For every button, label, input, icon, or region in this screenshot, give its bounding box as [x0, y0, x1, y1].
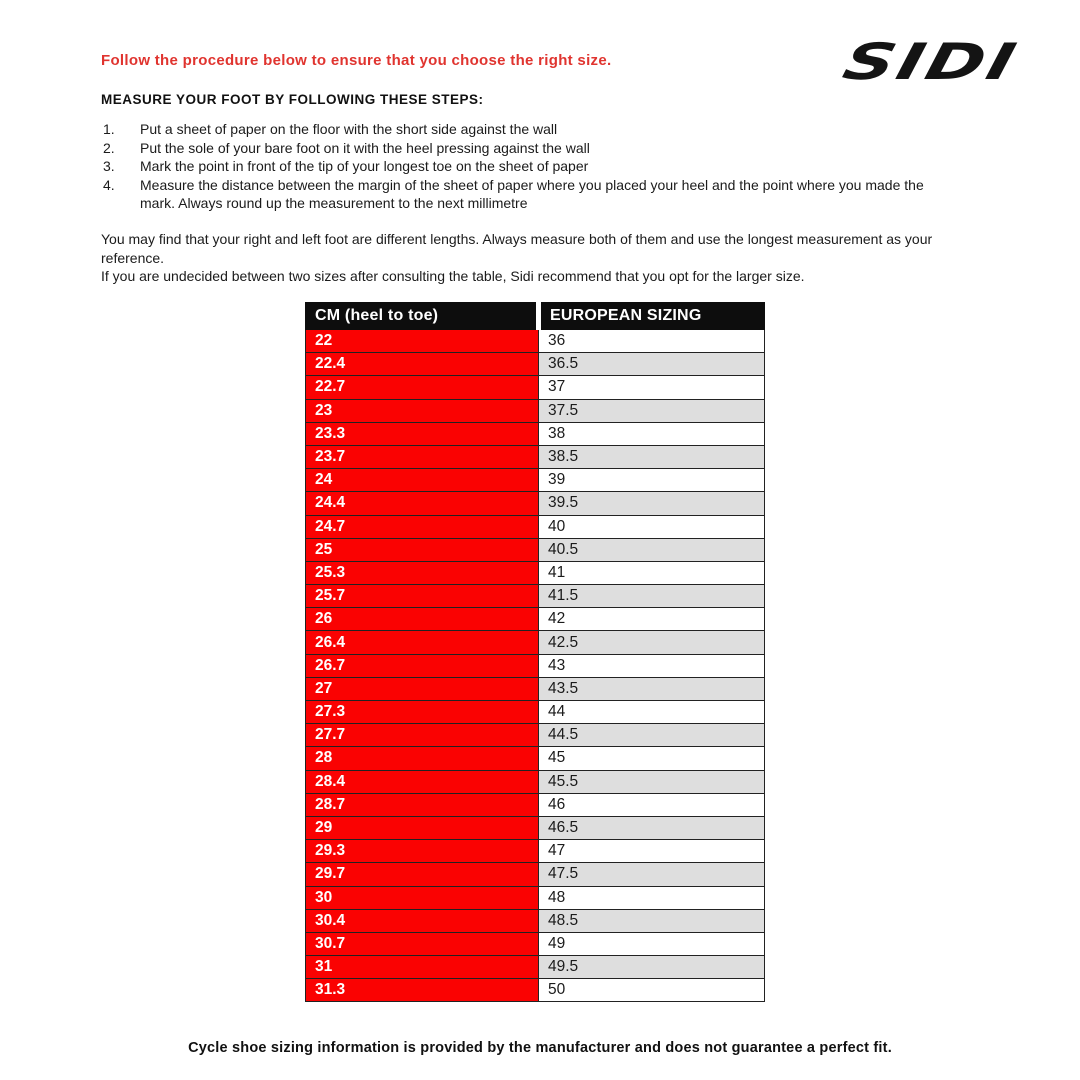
step-text: Put the sole of your bare foot on it with the heel pressing against the wall: [140, 139, 590, 156]
eu-value-cell: 48: [539, 886, 765, 909]
table-row: [306, 840, 765, 863]
table-row: [306, 422, 765, 445]
note-paragraph: You may find that your right and left foot are different lengths. Always measure both of them and use the longest measurement as your reference.: [101, 231, 933, 266]
table-row: [306, 793, 765, 816]
step-text: Measure the distance between the margin of the sheet of paper where you placed your heel and the point where you made the mark. Always round up the measurement to the next millimetre: [140, 176, 924, 212]
eu-value-cell: 37: [539, 376, 765, 399]
table-row: [306, 515, 765, 538]
eu-value-cell: 39.5: [539, 492, 765, 515]
eu-value-cell: 49.5: [539, 956, 765, 979]
cm-value-cell: 22: [306, 330, 539, 353]
eu-value-cell: 48.5: [539, 909, 765, 932]
table-row: [306, 956, 765, 979]
table-row: [306, 608, 765, 631]
step-text: Mark the point in front of the tip of your longest toe on the sheet of paper: [140, 158, 589, 175]
eu-value-cell: 47.5: [539, 863, 765, 886]
table-row: [306, 701, 765, 724]
eu-value-cell: 50: [539, 979, 765, 1002]
table-row: [306, 816, 765, 839]
eu-value-cell: 40.5: [539, 538, 765, 561]
eu-value-cell: 43.5: [539, 677, 765, 700]
size-table-header-eu: EUROPEAN SIZING: [539, 303, 765, 330]
table-row: [306, 979, 765, 1002]
cm-value-cell: 24: [306, 469, 539, 492]
notes: [101, 230, 987, 286]
step-number: 1.: [103, 121, 115, 137]
step-number: 2.: [103, 139, 115, 156]
cm-value-cell: 25.7: [306, 585, 539, 608]
table-row: [306, 724, 765, 747]
cm-value-cell: 24.7: [306, 515, 539, 538]
cm-value-cell: 30.4: [306, 909, 539, 932]
cm-value-cell: 22.7: [306, 376, 539, 399]
cm-value-cell: 27: [306, 677, 539, 700]
eu-value-cell: 43: [539, 654, 765, 677]
table-row: [306, 561, 765, 584]
step-text: Put a sheet of paper on the floor with the short side against the wall: [140, 121, 558, 137]
eu-value-cell: 41: [539, 561, 765, 584]
table-row: [306, 585, 765, 608]
step-number: 4.: [103, 176, 115, 193]
cm-value-cell: 23.3: [306, 422, 539, 445]
eu-value-cell: 38.5: [539, 445, 765, 468]
eu-value-cell: 44.5: [539, 724, 765, 747]
size-table-body: [306, 330, 765, 1002]
eu-value-cell: 46.5: [539, 816, 765, 839]
eu-value-cell: 47: [539, 840, 765, 863]
sidi-logo-text: SIDI: [837, 33, 975, 91]
table-row: [306, 492, 765, 515]
table-row: [306, 747, 765, 770]
eu-value-cell: 38: [539, 422, 765, 445]
cm-value-cell: 31: [306, 956, 539, 979]
cm-value-cell: 31.3: [306, 979, 539, 1002]
eu-value-cell: 39: [539, 469, 765, 492]
footer-disclaimer: Cycle shoe sizing information is provided by the manufacturer and does not guarantee a perfect fit.: [188, 1040, 892, 1056]
cm-value-cell: 29.3: [306, 840, 539, 863]
size-table-header-cm: CM (heel to toe): [306, 303, 539, 330]
steps-list: [103, 120, 983, 213]
table-row: [306, 932, 765, 955]
cm-value-cell: 23: [306, 399, 539, 422]
steps-heading: MEASURE YOUR FOOT BY FOLLOWING THESE STEPS:: [101, 92, 484, 107]
table-row: [306, 399, 765, 422]
table-row: [306, 330, 765, 353]
cm-value-cell: 28.4: [306, 770, 539, 793]
cm-value-cell: 25.3: [306, 561, 539, 584]
eu-value-cell: 37.5: [539, 399, 765, 422]
step-item: [103, 157, 983, 176]
size-table: [305, 302, 765, 1002]
eu-value-cell: 42.5: [539, 631, 765, 654]
eu-value-cell: 36.5: [539, 353, 765, 376]
eu-value-cell: 45.5: [539, 770, 765, 793]
size-table-header-row: [306, 303, 765, 330]
table-row: [306, 677, 765, 700]
cm-value-cell: 29: [306, 816, 539, 839]
cm-value-cell: 26.7: [306, 654, 539, 677]
eu-value-cell: 44: [539, 701, 765, 724]
eu-value-cell: 41.5: [539, 585, 765, 608]
cm-value-cell: 24.4: [306, 492, 539, 515]
cm-value-cell: 22.4: [306, 353, 539, 376]
table-row: [306, 886, 765, 909]
cm-value-cell: 28: [306, 747, 539, 770]
sidi-logo-image: [824, 33, 1036, 91]
table-row: [306, 654, 765, 677]
table-row: [306, 909, 765, 932]
cm-value-cell: 26: [306, 608, 539, 631]
table-row: [306, 538, 765, 561]
sidi-logo: [824, 33, 1036, 91]
step-number: 3.: [103, 158, 115, 175]
step-item: [103, 120, 983, 139]
cm-value-cell: 23.7: [306, 445, 539, 468]
cm-value-cell: 29.7: [306, 863, 539, 886]
cm-value-cell: 25: [306, 538, 539, 561]
eu-value-cell: 40: [539, 515, 765, 538]
table-row: [306, 770, 765, 793]
eu-value-cell: 42: [539, 608, 765, 631]
step-item: [103, 176, 983, 213]
step-item: [103, 139, 983, 158]
cm-value-cell: 30.7: [306, 932, 539, 955]
table-row: [306, 631, 765, 654]
note-paragraph: If you are undecided between two sizes after consulting the table, Sidi recommend that you opt for the larger size.: [101, 268, 805, 285]
eu-value-cell: 36: [539, 330, 765, 353]
headline: Follow the procedure below to ensure that you choose the right size.: [101, 52, 612, 69]
table-row: [306, 469, 765, 492]
cm-value-cell: 26.4: [306, 631, 539, 654]
cm-value-cell: 27.3: [306, 701, 539, 724]
eu-value-cell: 45: [539, 747, 765, 770]
eu-value-cell: 49: [539, 932, 765, 955]
table-row: [306, 863, 765, 886]
table-row: [306, 353, 765, 376]
table-row: [306, 376, 765, 399]
cm-value-cell: 30: [306, 886, 539, 909]
cm-value-cell: 28.7: [306, 793, 539, 816]
cm-value-cell: 27.7: [306, 724, 539, 747]
table-row: [306, 445, 765, 468]
eu-value-cell: 46: [539, 793, 765, 816]
